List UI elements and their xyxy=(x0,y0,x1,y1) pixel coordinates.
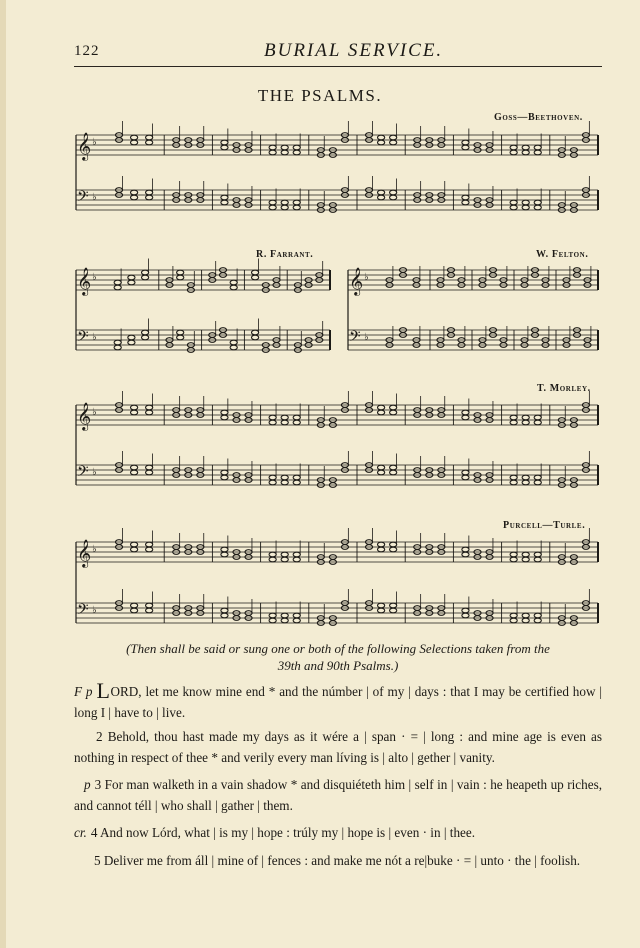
flat-icon: ♭ xyxy=(92,407,97,418)
note-head xyxy=(131,547,138,552)
note-head xyxy=(146,140,153,145)
section-title: THE PSALMS. xyxy=(257,86,383,105)
note-head xyxy=(131,470,138,475)
note-head xyxy=(522,415,529,420)
composer-morley: T. Morley. xyxy=(537,383,591,394)
note-head xyxy=(146,547,153,552)
note-head xyxy=(269,145,276,150)
note-head xyxy=(390,542,397,547)
note-head xyxy=(131,190,138,195)
note-head xyxy=(131,135,138,140)
note-head xyxy=(462,613,469,618)
verse-text: 3 For man walketh in a vain shadow * and disquiéteth him | self in | vain : he heapeth up riches, and cannot téll | who shall | gather | them. xyxy=(74,777,602,813)
note-head xyxy=(146,195,153,200)
note-head xyxy=(534,420,541,425)
flat-icon: ♭ xyxy=(92,272,97,283)
dynamic-mark: p xyxy=(84,777,91,792)
bass-clef-icon: 𝄢 xyxy=(77,328,89,349)
note-head xyxy=(221,145,228,150)
note-head xyxy=(269,475,276,480)
rubric xyxy=(74,640,602,674)
note-head xyxy=(146,470,153,475)
note-head xyxy=(510,420,517,425)
note-head xyxy=(281,415,288,420)
note-head xyxy=(522,150,529,155)
note-head xyxy=(293,145,300,150)
note-head xyxy=(522,552,529,557)
treble-clef-icon: 𝄞 xyxy=(349,267,364,295)
note-head xyxy=(281,613,288,618)
note-head xyxy=(462,410,469,415)
note-head xyxy=(114,345,121,350)
note-head xyxy=(522,475,529,480)
flat-icon: ♭ xyxy=(92,137,97,148)
note-head xyxy=(378,603,385,608)
note-head xyxy=(522,200,529,205)
verse-2 xyxy=(74,726,602,768)
note-head xyxy=(534,557,541,562)
flat-icon: ♭ xyxy=(92,192,97,203)
note-head xyxy=(128,340,135,345)
note-head xyxy=(293,200,300,205)
verse-1 xyxy=(74,680,602,723)
note-head xyxy=(462,552,469,557)
note-head xyxy=(390,135,397,140)
note-head xyxy=(293,205,300,210)
note-head xyxy=(146,405,153,410)
note-head xyxy=(378,135,385,140)
note-head xyxy=(378,465,385,470)
note-head xyxy=(221,552,228,557)
note-head xyxy=(534,552,541,557)
note-head xyxy=(293,613,300,618)
note-head xyxy=(221,410,228,415)
note-head xyxy=(378,405,385,410)
note-head xyxy=(230,340,237,345)
note-head xyxy=(252,270,259,275)
note-head xyxy=(522,420,529,425)
note-head xyxy=(534,480,541,485)
flat-icon: ♭ xyxy=(92,332,97,343)
note-head xyxy=(281,150,288,155)
note-head xyxy=(221,547,228,552)
note-head xyxy=(462,475,469,480)
note-head xyxy=(131,410,138,415)
verse-3 xyxy=(74,774,602,816)
flat-icon: ♭ xyxy=(92,605,97,616)
note-head xyxy=(177,270,184,275)
note-head xyxy=(293,475,300,480)
note-head xyxy=(510,150,517,155)
note-head xyxy=(114,285,121,290)
composer-goss-beethoven: Goss—Beethoven. xyxy=(494,112,583,123)
note-head xyxy=(146,190,153,195)
note-head xyxy=(534,613,541,618)
note-head xyxy=(114,280,121,285)
note-head xyxy=(293,552,300,557)
note-head xyxy=(128,335,135,340)
note-head xyxy=(293,480,300,485)
note-head xyxy=(146,603,153,608)
note-head xyxy=(390,410,397,415)
note-head xyxy=(281,552,288,557)
note-head xyxy=(522,618,529,623)
note-head xyxy=(462,145,469,150)
drop-capital: L xyxy=(96,678,111,703)
note-head xyxy=(269,205,276,210)
verse-5 xyxy=(74,850,602,871)
note-head xyxy=(534,415,541,420)
note-head xyxy=(269,552,276,557)
note-head xyxy=(510,552,517,557)
note-head xyxy=(462,415,469,420)
rubric-line-2: 39th and 90th Psalms.) xyxy=(277,658,399,673)
note-head xyxy=(293,150,300,155)
note-head xyxy=(269,618,276,623)
note-head xyxy=(534,475,541,480)
bass-clef-icon: 𝄢 xyxy=(77,601,89,622)
note-head xyxy=(281,205,288,210)
note-head xyxy=(522,205,529,210)
flat-icon: ♭ xyxy=(92,467,97,478)
note-head xyxy=(293,420,300,425)
note-head xyxy=(221,608,228,613)
note-head xyxy=(131,140,138,145)
note-head xyxy=(534,145,541,150)
note-head xyxy=(534,205,541,210)
note-head xyxy=(177,330,184,335)
note-head xyxy=(510,618,517,623)
note-head xyxy=(390,405,397,410)
dynamic-mark: cr. xyxy=(74,825,87,840)
note-head xyxy=(221,140,228,145)
note-head xyxy=(390,190,397,195)
note-head xyxy=(131,603,138,608)
verse-text: ORD, let me know mine end * and the númber | of my | days : that I may be certified how | long I | have to | live. xyxy=(74,684,602,720)
note-head xyxy=(177,335,184,340)
note-head xyxy=(221,470,228,475)
page-number: 122 xyxy=(74,43,100,59)
note-head xyxy=(510,613,517,618)
note-head xyxy=(510,200,517,205)
note-head xyxy=(281,480,288,485)
note-head xyxy=(462,470,469,475)
running-title: BURIAL SERVICE. xyxy=(264,40,444,61)
note-head xyxy=(142,275,149,280)
note-head xyxy=(293,415,300,420)
note-head xyxy=(462,547,469,552)
note-head xyxy=(293,618,300,623)
note-head xyxy=(462,608,469,613)
note-head xyxy=(230,280,237,285)
note-head xyxy=(252,335,259,340)
composer-felton: W. Felton. xyxy=(536,249,589,260)
note-head xyxy=(131,465,138,470)
note-head xyxy=(462,140,469,145)
note-head xyxy=(131,608,138,613)
verse-4 xyxy=(74,822,602,843)
note-head xyxy=(378,542,385,547)
verse-text: 5 Deliver me from áll | mine of | fences : and make me nót a re|buke · = | unto · the | foolish. xyxy=(94,853,581,868)
dynamic-mark: F p xyxy=(74,684,93,699)
note-head xyxy=(281,475,288,480)
note-head xyxy=(269,200,276,205)
note-head xyxy=(378,195,385,200)
note-head xyxy=(177,275,184,280)
note-head xyxy=(510,557,517,562)
note-head xyxy=(522,145,529,150)
note-head xyxy=(390,465,397,470)
note-head xyxy=(252,275,259,280)
note-head xyxy=(378,190,385,195)
note-head xyxy=(142,330,149,335)
note-head xyxy=(146,135,153,140)
note-head xyxy=(462,195,469,200)
note-head xyxy=(378,470,385,475)
note-head xyxy=(146,542,153,547)
flat-icon: ♭ xyxy=(92,544,97,555)
note-head xyxy=(378,547,385,552)
bass-clef-icon: 𝄢 xyxy=(349,328,361,349)
flat-icon: ♭ xyxy=(364,332,369,343)
treble-clef-icon: 𝄞 xyxy=(77,132,92,160)
note-head xyxy=(230,345,237,350)
note-head xyxy=(131,405,138,410)
note-head xyxy=(390,547,397,552)
note-head xyxy=(378,410,385,415)
treble-clef-icon: 𝄞 xyxy=(77,402,92,430)
note-head xyxy=(281,145,288,150)
composer-purcell-turle: Purcell—Turle. xyxy=(503,520,586,531)
note-head xyxy=(390,470,397,475)
treble-clef-icon: 𝄞 xyxy=(77,267,92,295)
note-head xyxy=(221,195,228,200)
note-head xyxy=(390,608,397,613)
note-head xyxy=(269,613,276,618)
note-head xyxy=(281,618,288,623)
composer-farrant: R. Farrant. xyxy=(256,249,314,260)
note-head xyxy=(269,150,276,155)
note-head xyxy=(390,140,397,145)
note-head xyxy=(146,410,153,415)
note-head xyxy=(269,420,276,425)
note-head xyxy=(146,465,153,470)
note-head xyxy=(221,475,228,480)
rubric-line-1: (Then shall be said or sung one or both of the following Selections taken from the xyxy=(126,641,550,656)
note-head xyxy=(534,150,541,155)
note-head xyxy=(378,140,385,145)
treble-clef-icon: 𝄞 xyxy=(77,539,92,567)
bass-clef-icon: 𝄢 xyxy=(77,188,89,209)
verse-text: 2 Behold, thou hast made my days as it wére a | span · = | long : and mine age is even as nothing in respect of thee * and verily every man líving is | alto | gether | vanity. xyxy=(74,729,602,765)
note-head xyxy=(221,613,228,618)
note-head xyxy=(510,475,517,480)
note-head xyxy=(510,145,517,150)
note-head xyxy=(221,415,228,420)
note-head xyxy=(510,415,517,420)
note-head xyxy=(522,613,529,618)
note-head xyxy=(146,608,153,613)
note-head xyxy=(293,557,300,562)
note-head xyxy=(128,275,135,280)
note-head xyxy=(230,285,237,290)
flat-icon: ♭ xyxy=(364,272,369,283)
note-head xyxy=(269,480,276,485)
note-head xyxy=(534,618,541,623)
note-head xyxy=(128,280,135,285)
note-head xyxy=(378,608,385,613)
note-head xyxy=(269,557,276,562)
note-head xyxy=(131,542,138,547)
note-head xyxy=(221,200,228,205)
note-head xyxy=(510,205,517,210)
note-head xyxy=(114,340,121,345)
note-head xyxy=(269,415,276,420)
note-head xyxy=(522,480,529,485)
note-head xyxy=(390,603,397,608)
note-head xyxy=(390,195,397,200)
note-head xyxy=(142,335,149,340)
note-head xyxy=(281,420,288,425)
bass-clef-icon: 𝄢 xyxy=(77,463,89,484)
note-head xyxy=(510,480,517,485)
note-head xyxy=(142,270,149,275)
verse-text: 4 And now Lórd, what | is my | hope : trúly my | hope is | even · in | thee. xyxy=(90,825,476,840)
note-head xyxy=(281,200,288,205)
note-head xyxy=(522,557,529,562)
note-head xyxy=(281,557,288,562)
note-head xyxy=(252,330,259,335)
note-head xyxy=(534,200,541,205)
note-head xyxy=(462,200,469,205)
note-head xyxy=(131,195,138,200)
